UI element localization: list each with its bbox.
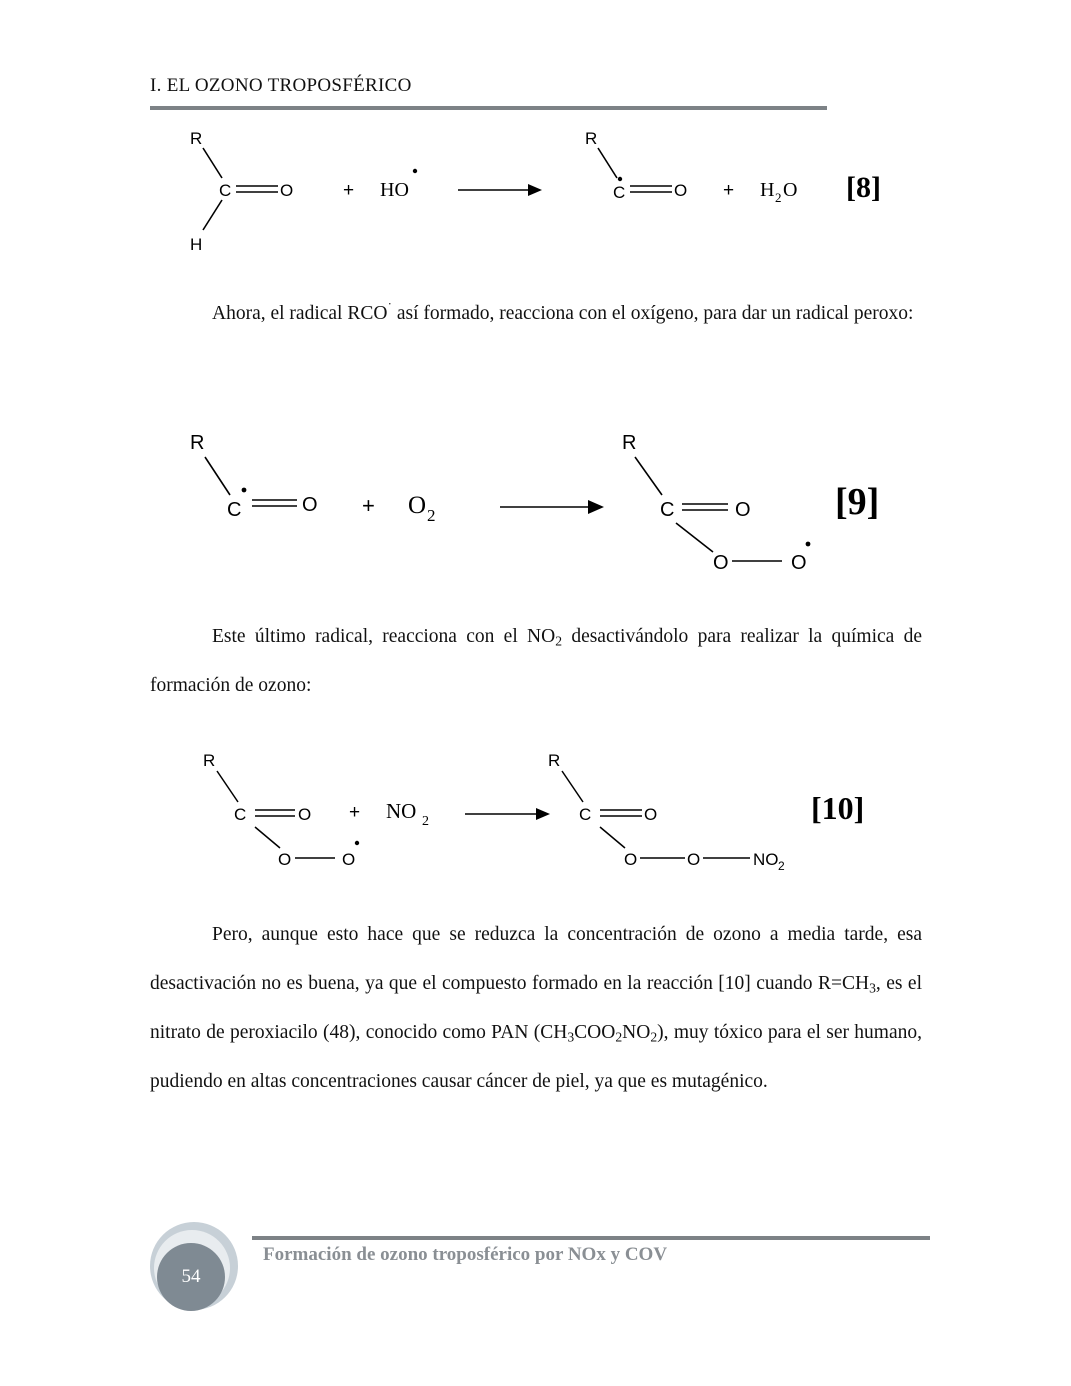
o-label: O: [342, 850, 356, 869]
c-label: C: [660, 499, 675, 521]
oxygen-o: O: [408, 492, 427, 519]
page-number: 54: [157, 1243, 225, 1311]
c-label: C: [219, 181, 232, 200]
paragraph-last-radical: [150, 612, 922, 710]
text: , es el nitrato de peroxiacilo (48), conocido como PAN (CH: [150, 973, 922, 1043]
o-label: O: [791, 552, 807, 574]
r-label: R: [203, 751, 216, 770]
reaction-number: [8]: [846, 171, 881, 204]
paragraph-rco-radical: [150, 289, 922, 338]
o-label: O: [302, 494, 318, 516]
text: NO: [622, 1022, 651, 1043]
hydroxyl-radical: HO: [380, 179, 409, 201]
c-label: C: [234, 805, 247, 824]
superscript: ˙: [387, 300, 392, 316]
r-label: R: [585, 129, 598, 148]
water-h: H: [760, 179, 775, 201]
text: ), muy tóxico para el ser humano, pudiendo en altas concentraciones causar cáncer de piel, ya que es mutagénico.: [150, 1022, 922, 1092]
subscript: 3: [869, 980, 876, 996]
footer-title: Formación de ozono troposférico por NOx y COV: [263, 1244, 668, 1265]
h-label: H: [190, 235, 203, 254]
plus-sign: +: [343, 180, 355, 201]
o-label: O: [735, 499, 751, 521]
c-label: C: [227, 499, 242, 521]
oxygen-subscript: 2: [427, 506, 436, 525]
o-label: O: [644, 805, 658, 824]
running-header: I. EL OZONO TROPOSFÉRICO: [150, 75, 412, 96]
o-label: O: [624, 850, 638, 869]
water-o: O: [783, 179, 798, 201]
plus-sign: +: [349, 802, 361, 823]
r-label: R: [622, 432, 637, 454]
o-label: O: [713, 552, 729, 574]
nitro-subscript: 2: [778, 859, 785, 873]
footer-rule: [252, 1236, 930, 1240]
c-label: C: [579, 805, 592, 824]
subscript: 2: [650, 1029, 658, 1045]
o-label: O: [278, 850, 292, 869]
reaction-number: [9]: [835, 481, 880, 523]
o-label: O: [674, 181, 688, 200]
no2-n: NO: [386, 799, 417, 823]
subscript: 3: [567, 1029, 575, 1045]
r-label: R: [190, 129, 203, 148]
no2-subscript: 2: [422, 814, 429, 829]
reaction-number: [10]: [811, 790, 865, 826]
r-label: R: [190, 432, 205, 454]
plus-sign: +: [362, 493, 375, 518]
o-label: O: [280, 181, 294, 200]
c-label: C: [613, 183, 626, 202]
subscript: 2: [555, 633, 563, 649]
plus-sign: +: [723, 180, 735, 201]
water-subscript: 2: [775, 190, 782, 205]
reaction-9: [150, 425, 910, 585]
nitro-no: NO: [753, 850, 779, 869]
text: Pero, aunque esto hace que se reduzca la concentración de ozono a media tarde, esa desactivación no es buena, ya que el compuesto formado en la reacción [10] cuando R=CH: [150, 924, 922, 994]
subscript: 2: [615, 1029, 623, 1045]
text: así formado, reacciona con el oxígeno, para dar un radical peroxo:: [392, 303, 914, 324]
text: COO: [574, 1022, 616, 1043]
text: Ahora, el radical RCO: [212, 303, 388, 324]
header-rule: [150, 106, 827, 110]
o-label: O: [298, 805, 312, 824]
reaction-10: [150, 745, 910, 880]
text: desactivándolo para realizar la química de formación de ozono:: [150, 626, 922, 696]
o-label: O: [687, 850, 701, 869]
paragraph-pan: [150, 910, 922, 1106]
reaction-8: [150, 120, 910, 260]
text: Este último radical, reacciona con el NO: [212, 626, 556, 647]
r-label: R: [548, 751, 561, 770]
